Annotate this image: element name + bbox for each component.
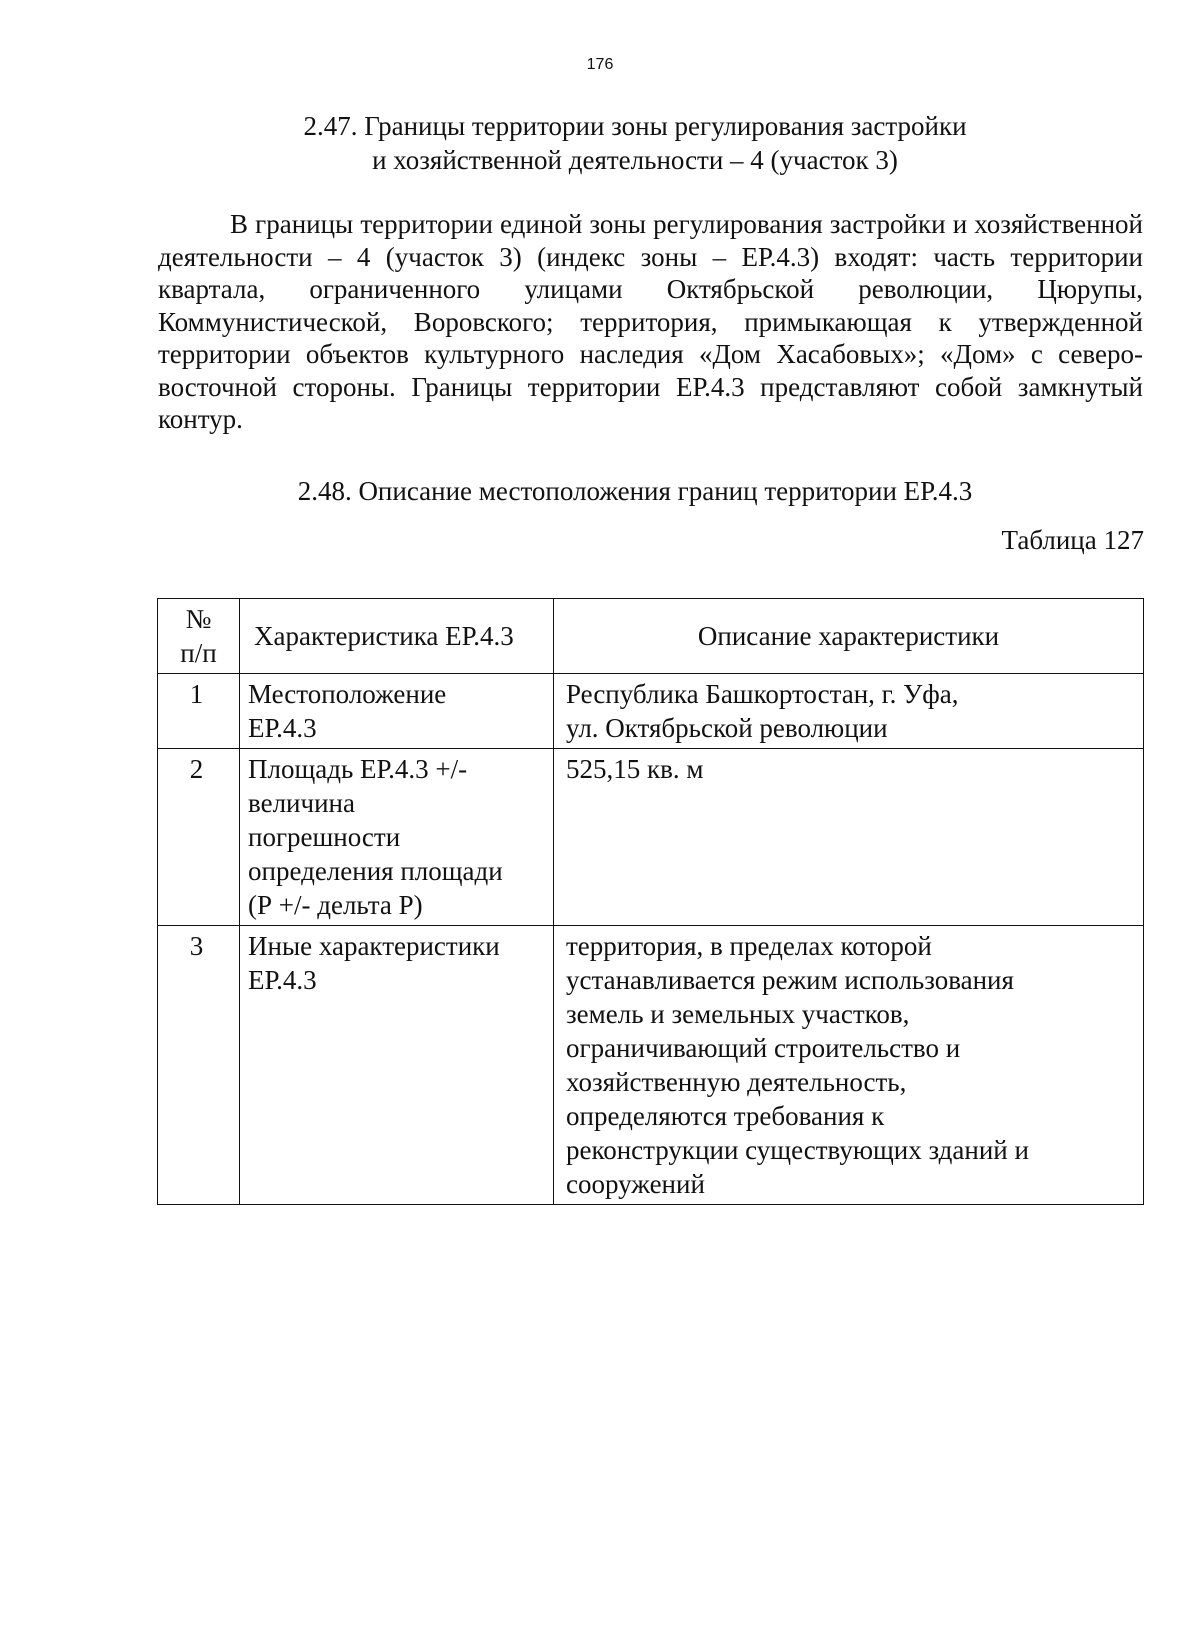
header-characteristic: Характеристика ЕР.4.3 (240, 599, 554, 674)
section-heading-line: 2.47. Границы территории зоны регулирования застройки (303, 111, 967, 141)
section-heading-2-47 (140, 109, 1130, 177)
cell-line: ЕР.4.3 (248, 965, 317, 995)
cell-line: реконструкции существующих зданий и (566, 1135, 1029, 1165)
row-characteristic (240, 674, 554, 749)
row-description (554, 926, 1144, 1205)
cell-line: (Р +/- дельта Р) (248, 890, 423, 920)
body-paragraph: В границы территории единой зоны регулирования застройки и хозяйственной деятельности – 4 (участок 3) (индекс зоны – ЕР.4.3) входят: часть территории квартала, ограниченного улицами Октябрьской революции, Цюрупы, Коммунистической, Воровского; территория, примыкающая к утвержденной территории объектов культурного наследия «Дом Хасабовых»; «Дом» с северо-восточной стороны. Границы территории ЕР.4.3 представляют собой замкнутый контур. (158, 209, 1143, 434)
cell-line: определения площади (248, 856, 503, 886)
row-number: 2 (158, 749, 240, 926)
row-number: 3 (158, 926, 240, 1205)
table-row (158, 926, 1144, 1205)
header-number-line: № (185, 604, 212, 634)
row-characteristic (240, 749, 554, 926)
section-heading-line: и хозяйственной деятельности – 4 (участок 3) (372, 145, 898, 175)
header-number-line: п/п (180, 638, 217, 668)
characteristics-table (157, 598, 1144, 1205)
cell-line: ограничивающий строительство и (566, 1033, 961, 1063)
cell-line: устанавливается режим использования (566, 965, 1014, 995)
cell-line: величина (248, 788, 355, 818)
cell-line: хозяйственную деятельность, (566, 1067, 907, 1097)
cell-line: земель и земельных участков, (566, 999, 910, 1029)
cell-line: Республика Башкортостан, г. Уфа, (566, 679, 959, 709)
cell-line: погрешности (248, 822, 401, 852)
row-number: 1 (158, 674, 240, 749)
cell-line: ЕР.4.3 (248, 713, 317, 743)
cell-line: Иные характеристики (248, 931, 500, 961)
section-heading-2-48: 2.48. Описание местоположения границ территории ЕР.4.3 (297, 476, 973, 506)
table-row (158, 749, 1144, 926)
row-description (554, 674, 1144, 749)
cell-line: территория, в пределах которой (566, 931, 932, 961)
header-description: Описание характеристики (554, 599, 1144, 674)
cell-line: определяются требования к (566, 1101, 885, 1131)
row-characteristic (240, 926, 554, 1205)
cell-line: Местоположение (248, 679, 447, 709)
header-number (158, 599, 240, 674)
table-header-row (158, 599, 1144, 674)
table-row (158, 674, 1144, 749)
cell-line: Площадь ЕР.4.3 +/- (248, 754, 468, 784)
table-caption: Таблица 127 (1001, 525, 1144, 555)
cell-line: сооружений (566, 1169, 705, 1199)
cell-line: 525,15 кв. м (566, 754, 704, 784)
cell-line: ул. Октябрьской революции (566, 713, 888, 743)
page-number: 176 (586, 56, 614, 73)
row-description (554, 749, 1144, 926)
